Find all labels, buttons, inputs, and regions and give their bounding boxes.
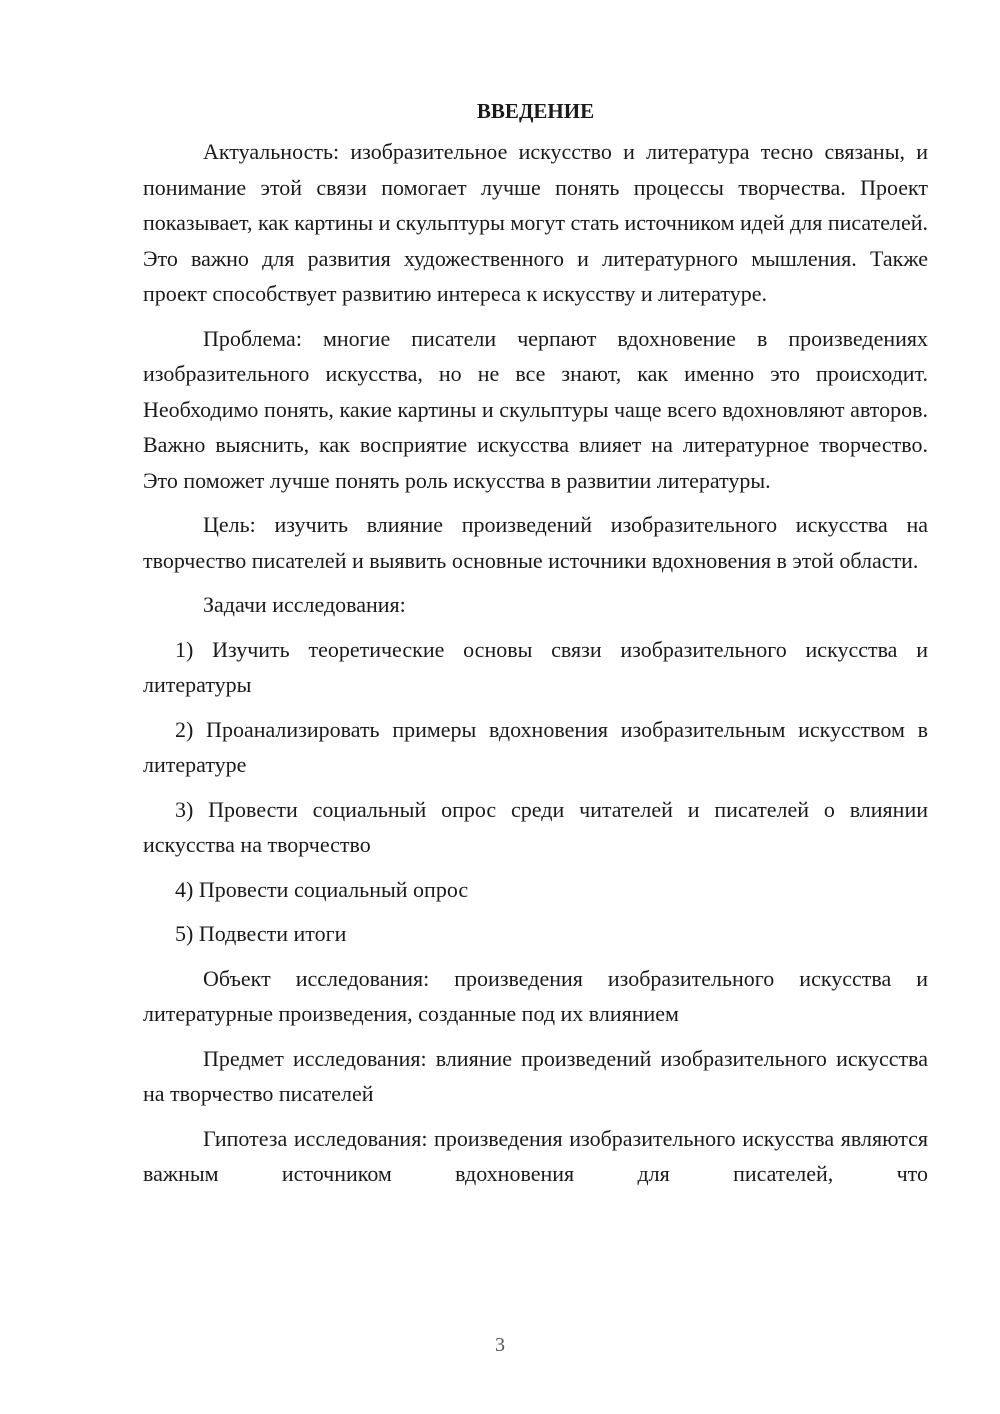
tasks-heading: Задачи исследования:	[203, 592, 406, 617]
hypothesis-paragraph: Гипотеза исследования: произведения изобразительного искусства являются важным источником вдохновения для писателей, что	[143, 1125, 928, 1186]
task-item: 3) Провести социальный опрос среди читателей и писателей о влиянии искусства на творчество	[143, 796, 928, 857]
task-item: 2) Проанализировать примеры вдохновения изобразительным искусством в литературе	[143, 716, 928, 777]
page-number: 3	[495, 1334, 505, 1356]
task-item: 5) Подвести итоги	[175, 921, 347, 946]
section-title: ВВЕДЕНИЕ	[476, 99, 595, 123]
object-paragraph: Объект исследования: произведения изобразительного искусства и литературные произведения, созданные под их влиянием	[143, 965, 928, 1026]
goal-paragraph: Цель: изучить влияние произведений изобразительного искусства на творчество писателей и выявить основные источники вдохновения в этой области.	[143, 512, 928, 573]
task-item: 4) Провести социальный опрос	[175, 876, 469, 902]
subject-paragraph: Предмет исследования: влияние произведений изобразительного искусства на творчество писателей	[143, 1045, 928, 1106]
task-item: 1) Изучить теоретические основы связи изобразительного искусства и литературы	[143, 636, 928, 697]
document-body	[143, 94, 928, 1201]
relevance-paragraph: Актуальность: изобразительное искусство и литература тесно связаны, и понимание этой связи помогает лучше понять процессы творчества. Проект показывает, как картины и скульптуры могут стать источником идей для писателей. Это важно для развития художественного и литературного мышления. Также проект способствует развитию интереса к искусству и литературе.	[143, 139, 928, 306]
problem-paragraph: Проблема: многие писатели черпают вдохновение в произведениях изобразительного искусства, но не все знают, как именно это происходит. Необходимо понять, какие картины и скульптуры чаще всего вдохновляют авторов. Важно выяснить, как восприятие искусства влияет на литературное творчество. Это поможет лучше понять роль искусства в развитии литературы.	[143, 325, 928, 493]
